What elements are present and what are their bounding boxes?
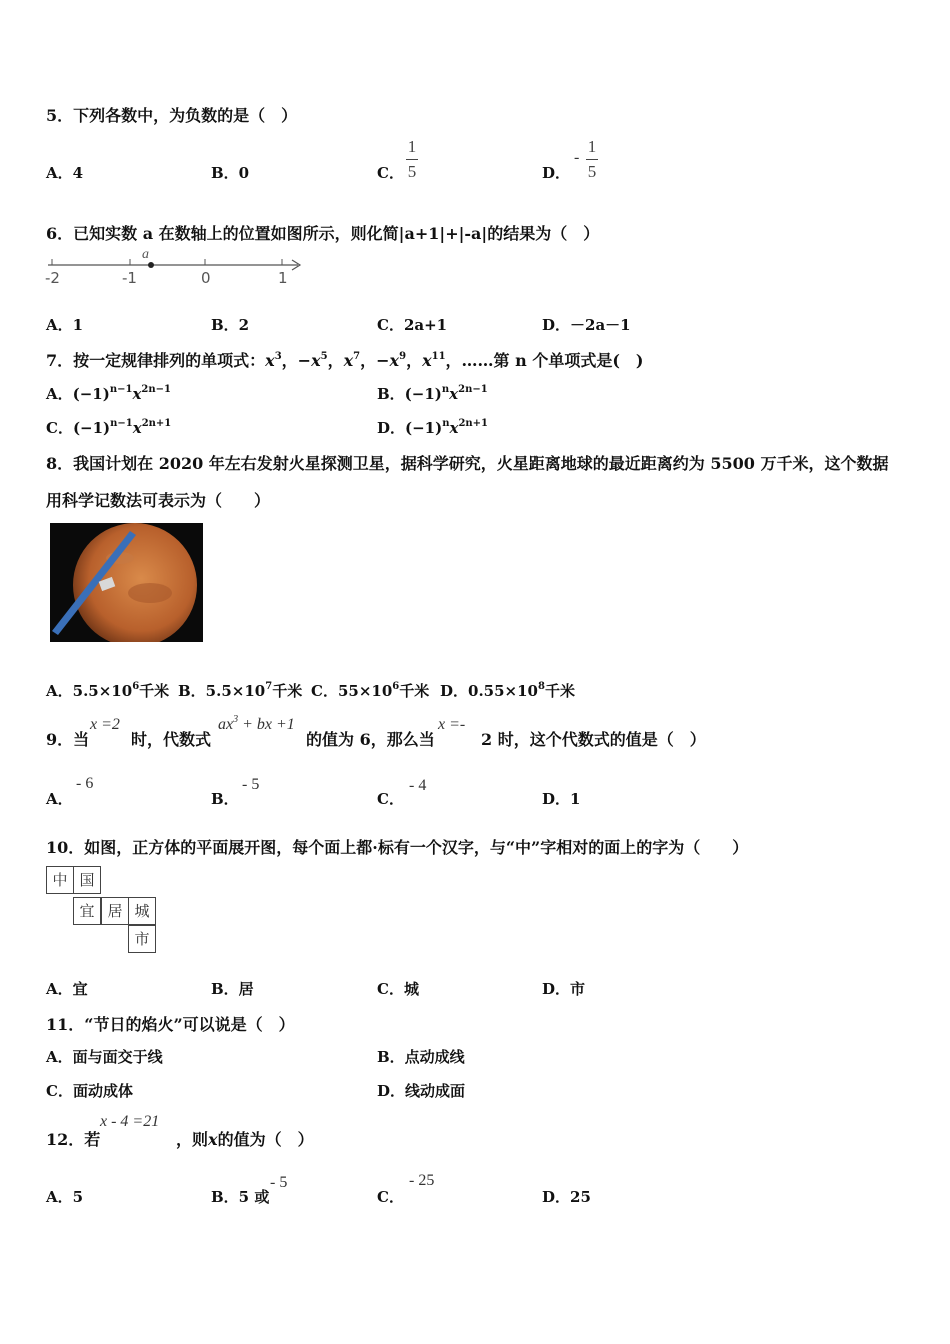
point-a-label: a — [142, 247, 149, 262]
q5-option-b[interactable]: B．0 — [211, 164, 250, 182]
q7-c-base: C．(−1) — [46, 419, 111, 437]
q7-b-x: x — [449, 385, 459, 403]
q9-prefix: 9．当 — [46, 730, 90, 749]
cube-net — [46, 866, 161, 960]
point-a-dot — [148, 262, 154, 268]
q7-exp: 9 — [399, 351, 407, 362]
q8-c-exp: 6 — [392, 681, 400, 692]
q7-a-exp2: 2n−1 — [141, 384, 171, 395]
q12-prefix: 12．若 — [46, 1130, 101, 1149]
q7-d-base: D．(−1) — [377, 419, 443, 437]
q7-option-c[interactable] — [46, 417, 171, 438]
q9-text-expr: 时，代数式 — [131, 730, 212, 749]
q6-option-b[interactable]: B．2 — [211, 316, 250, 334]
q7-d-x: x — [449, 419, 459, 437]
q7-d-exp2: 2n+1 — [458, 418, 489, 429]
q7-sep: ， — [406, 351, 423, 370]
q10-option-c[interactable]: C．城 — [377, 980, 419, 998]
q6-option-a[interactable]: A．1 — [46, 316, 84, 334]
fraction-denominator: 5 — [407, 162, 417, 181]
q5-d-fraction — [586, 137, 598, 182]
q5-stem: 5．下列各数中，为负数的是（ ） — [46, 106, 298, 125]
q11-option-a[interactable]: A．面与面交于线 — [46, 1048, 163, 1066]
q7-term-x: x — [422, 351, 432, 370]
q9-option-b[interactable]: B． — [211, 790, 239, 808]
q7-option-d[interactable] — [377, 417, 488, 438]
q7-b-exp1: n — [441, 384, 450, 395]
q12-text-b: 的值为（ ） — [217, 1130, 314, 1149]
q9-expression — [218, 716, 295, 734]
q7-a-exp1: n−1 — [109, 384, 133, 395]
q10-stem: 10．如图，正方体的平面展开图，每个面上都·标有一个汉字，与“中”字相对的面上的字为（ ） — [46, 838, 749, 857]
q8-d-unit: 千米 — [544, 682, 575, 700]
q7-a-x: x — [132, 385, 142, 403]
q10-option-b[interactable]: B．居 — [211, 980, 254, 998]
q7-sep: ，− — [281, 351, 312, 370]
q8-stem-line1: 8．我国计划在 2020 年左右发射火星探测卫星，据科学研究，火星距离地球的最近距离约为 5500 万千米，这个数据 — [46, 454, 889, 473]
q5-option-c[interactable]: C． — [377, 164, 404, 182]
q8-d-exp: 8 — [537, 681, 545, 692]
q8-b-unit: 千米 — [272, 682, 303, 700]
q7-d-exp1: n — [442, 418, 450, 429]
q7-b-exp2: 2n−1 — [458, 384, 488, 395]
q11-option-b[interactable]: B．点动成线 — [377, 1048, 465, 1066]
q7-exp: 3 — [274, 351, 282, 362]
q7-stem-post: ，……第 n 个单项式是( ) — [445, 351, 644, 370]
q5-option-d[interactable]: D． — [542, 164, 571, 182]
q9-c-value: - 4 — [409, 777, 427, 794]
q8-b-base: B．5.5×10 — [178, 682, 266, 700]
q9-text-end: 2 时，这个代数式的值是（ ） — [481, 730, 706, 749]
q9-option-c[interactable]: C． — [377, 790, 404, 808]
q11-stem: 11．“节日的焰火”可以说是（ ） — [46, 1015, 295, 1034]
q12-var-x: x — [208, 1130, 218, 1149]
q7-term-x: x — [343, 351, 354, 370]
q7-exp: 11 — [431, 351, 446, 362]
q6-stem: 6．已知实数 a 在数轴上的位置如图所示，则化简|a+1|+|-a|的结果为（ ） — [46, 224, 600, 243]
q9-condition-2: x =- — [438, 716, 466, 733]
q7-term-x: x — [265, 351, 275, 370]
q7-option-b[interactable] — [377, 383, 488, 404]
q7-c-exp2: 2n+1 — [141, 418, 172, 429]
q8-b-exp: 7 — [265, 681, 273, 692]
q12-b-value: - 5 — [270, 1174, 288, 1191]
q7-sep: ，− — [360, 351, 390, 370]
q9-expression-ax: ax — [218, 716, 234, 733]
q8-option-c[interactable] — [311, 680, 429, 701]
mars-surface-feature — [128, 583, 172, 603]
q8-a-base: A．5.5×10 — [46, 682, 133, 700]
q9-text-value: 的值为 6，那么当 — [306, 730, 435, 749]
q10-option-d[interactable]: D．市 — [542, 980, 586, 998]
cube-face: 市 — [128, 925, 156, 953]
q12-option-a[interactable]: A．5 — [46, 1188, 84, 1206]
q8-c-unit: 千米 — [399, 682, 430, 700]
q7-b-base: B．(−1) — [377, 385, 442, 403]
q8-a-exp: 6 — [132, 681, 140, 692]
q8-option-a[interactable] — [46, 680, 169, 701]
q8-stem-line2: 用科学记数法可表示为（ ） — [46, 491, 271, 510]
cube-face: 中 — [46, 866, 74, 894]
tick-label: 1 — [278, 269, 288, 287]
fraction-bar — [586, 159, 598, 160]
q5-d-sign: - — [574, 149, 580, 166]
q8-a-unit: 千米 — [139, 682, 170, 700]
fraction-numerator: 1 — [407, 137, 417, 156]
q10-option-a[interactable]: A．宜 — [46, 980, 88, 998]
q9-expression-rest: + bx +1 — [238, 716, 295, 733]
q7-term-x: x — [311, 351, 321, 370]
q7-c-x: x — [132, 419, 142, 437]
q9-option-a[interactable]: A． — [46, 790, 73, 808]
cube-face: 居 — [101, 897, 129, 925]
q12-text — [176, 1127, 314, 1150]
q7-sep: ， — [327, 351, 344, 370]
q12-option-c[interactable]: C． — [377, 1188, 404, 1206]
tick-label: -1 — [122, 269, 137, 287]
q7-term-x: x — [389, 351, 400, 370]
q11-option-d[interactable]: D．线动成面 — [377, 1082, 466, 1100]
q8-option-d[interactable] — [440, 680, 575, 701]
q7-exp: 7 — [353, 351, 361, 362]
q7-exp: 5 — [320, 351, 328, 362]
number-line — [40, 244, 310, 288]
q12-text-a: ，则 — [176, 1130, 209, 1149]
q6-option-d[interactable]: D．－2a－1 — [542, 316, 631, 334]
q9-expression-exp: 3 — [233, 714, 239, 725]
q5-c-fraction — [406, 137, 418, 182]
q5-option-a[interactable]: A．4 — [46, 164, 84, 182]
q9-b-value: - 5 — [242, 776, 260, 793]
mars-probe-image — [50, 523, 203, 642]
tick-label: -2 — [45, 269, 60, 287]
q12-option-d[interactable]: D．25 — [542, 1188, 591, 1206]
q9-a-value: - 6 — [76, 775, 94, 792]
q7-c-exp1: n−1 — [110, 418, 133, 429]
q7-option-a[interactable] — [46, 383, 171, 404]
fraction-numerator: 1 — [587, 137, 597, 156]
q8-d-base: D．0.55×10 — [440, 682, 538, 700]
q8-option-b[interactable] — [178, 680, 302, 701]
q7-a-base: A．(−1) — [46, 385, 110, 403]
q12-c-value: - 25 — [409, 1172, 435, 1189]
cube-face: 国 — [73, 866, 101, 894]
fraction-bar — [406, 159, 418, 160]
q6-option-c[interactable]: C．2a+1 — [377, 316, 448, 334]
q7-stem-pre: 7．按一定规律排列的单项式： — [46, 351, 266, 370]
q7-stem — [46, 348, 643, 371]
fraction-denominator: 5 — [587, 162, 597, 181]
cube-face: 城 — [128, 897, 156, 925]
q12-option-b[interactable]: B．5 或 — [211, 1188, 270, 1206]
q11-option-c[interactable]: C．面动成体 — [46, 1082, 133, 1100]
q9-option-d[interactable]: D．1 — [542, 790, 581, 808]
cube-face: 宜 — [73, 897, 101, 925]
q12-equation: x - 4 =21 — [100, 1113, 160, 1130]
q8-c-base: C．55×10 — [311, 682, 393, 700]
q9-condition-1: x =2 — [90, 716, 120, 733]
tick-label: 0 — [201, 269, 211, 287]
